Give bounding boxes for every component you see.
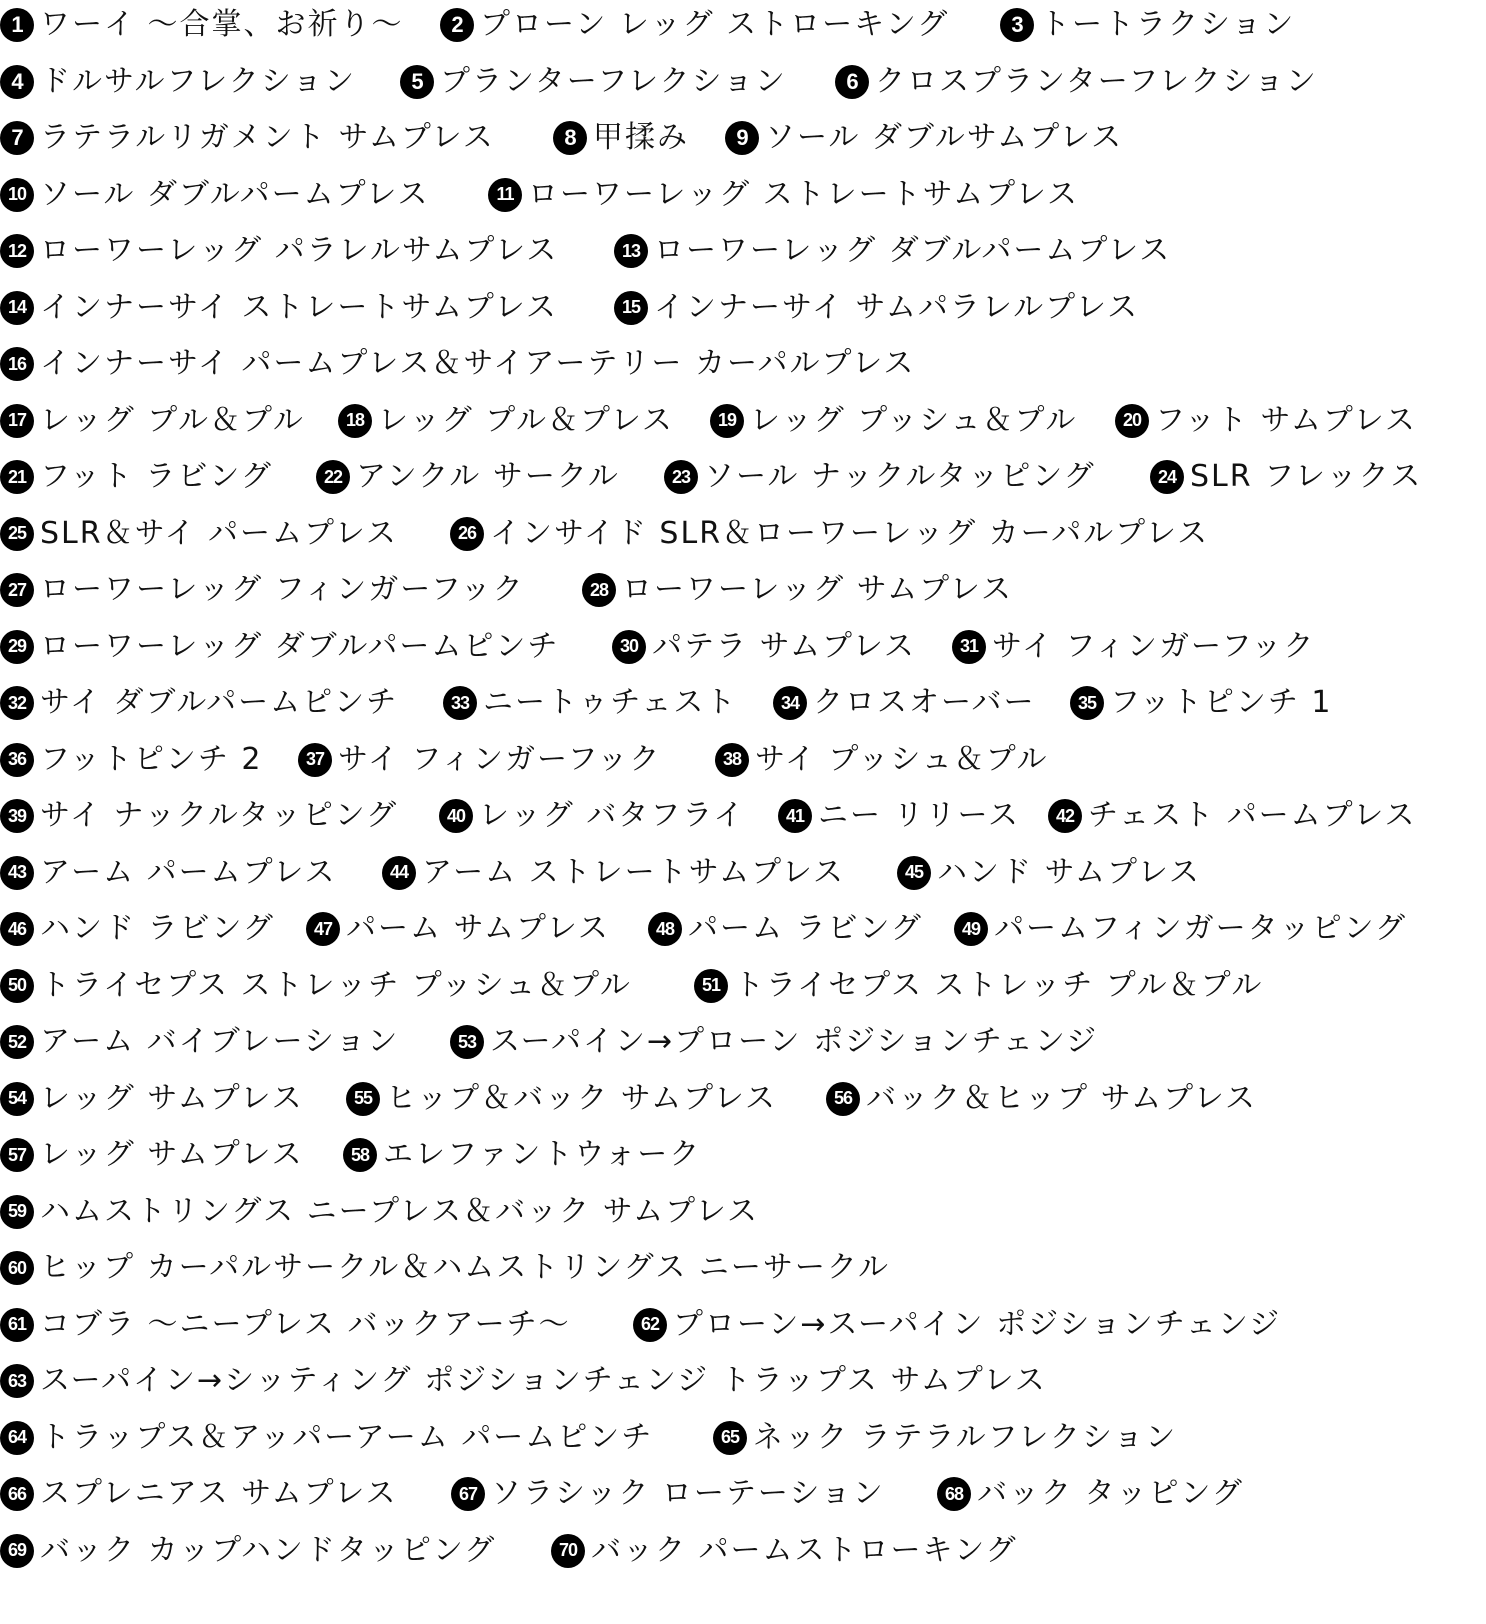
list-line bbox=[0, 1526, 1486, 1576]
item-label: トートラクション bbox=[1040, 7, 1296, 42]
item-number-badge: 7 bbox=[0, 121, 34, 155]
item-number-badge: 21 bbox=[0, 460, 34, 494]
item-number-badge: 47 bbox=[306, 912, 340, 946]
technique-item bbox=[612, 622, 916, 672]
item-label: バック パームストローキング bbox=[591, 1532, 1018, 1568]
technique-item bbox=[835, 57, 1318, 107]
technique-item bbox=[633, 1300, 1281, 1350]
item-label: バック カップハンドタッピング bbox=[40, 1532, 497, 1568]
technique-item bbox=[0, 339, 915, 389]
item-number-badge: 59 bbox=[0, 1195, 34, 1229]
item-label: アーム ストレートサムプレス bbox=[422, 854, 846, 890]
item-label: フットピンチ 1 bbox=[1110, 685, 1333, 720]
technique-item bbox=[1070, 678, 1333, 728]
item-number-badge: 13 bbox=[614, 234, 648, 268]
list-line bbox=[0, 791, 1486, 841]
item-label: レッグ プル＆プル bbox=[40, 402, 305, 438]
technique-item bbox=[0, 622, 559, 672]
item-number-badge: 52 bbox=[0, 1025, 34, 1059]
technique-item bbox=[0, 1017, 399, 1067]
item-label: エレファントウォーク bbox=[383, 1137, 702, 1172]
technique-item bbox=[0, 1356, 1047, 1406]
technique-item bbox=[451, 1469, 885, 1519]
technique-item bbox=[0, 1413, 653, 1463]
item-number-badge: 44 bbox=[382, 856, 416, 890]
technique-item bbox=[0, 1074, 304, 1124]
item-label: ソール ダブルパームプレス bbox=[40, 176, 430, 212]
technique-item bbox=[346, 1074, 777, 1124]
item-number-badge: 25 bbox=[0, 517, 34, 551]
item-number-badge: 26 bbox=[450, 517, 484, 551]
item-number-badge: 32 bbox=[0, 686, 34, 720]
item-label: レッグ プル＆プレス bbox=[378, 402, 674, 438]
item-number-badge: 8 bbox=[553, 121, 587, 155]
list-line bbox=[0, 678, 1486, 728]
technique-item bbox=[0, 1526, 496, 1576]
technique-item bbox=[450, 509, 1209, 559]
technique-item bbox=[614, 283, 1139, 333]
item-number-badge: 45 bbox=[897, 856, 931, 890]
item-label: ローワーレッグ ダブルパームプレス bbox=[654, 233, 1172, 268]
item-number-badge: 28 bbox=[582, 573, 616, 607]
item-label: アーム バイブレーション bbox=[40, 1024, 400, 1059]
technique-item bbox=[306, 904, 610, 954]
technique-item bbox=[715, 735, 1049, 785]
technique-item bbox=[0, 509, 398, 559]
technique-item bbox=[382, 848, 845, 898]
list-line bbox=[0, 283, 1486, 333]
item-number-badge: 37 bbox=[298, 743, 332, 777]
list-line bbox=[0, 565, 1486, 615]
item-number-badge: 17 bbox=[0, 404, 34, 438]
technique-item bbox=[648, 904, 923, 954]
list-line bbox=[0, 1130, 1486, 1180]
item-number-badge: 11 bbox=[488, 178, 522, 212]
item-number-badge: 12 bbox=[0, 234, 34, 268]
item-label: ラテラルリガメント サムプレス bbox=[40, 120, 495, 155]
item-number-badge: 15 bbox=[614, 291, 648, 325]
technique-item bbox=[664, 452, 1096, 502]
item-number-badge: 2 bbox=[440, 8, 474, 42]
item-label: 甲揉み bbox=[593, 120, 689, 155]
technique-item bbox=[937, 1469, 1244, 1519]
item-number-badge: 55 bbox=[346, 1082, 380, 1116]
list-line bbox=[0, 0, 1486, 50]
technique-item bbox=[338, 396, 674, 446]
list-line bbox=[0, 57, 1486, 107]
list-line bbox=[0, 848, 1486, 898]
technique-item bbox=[400, 57, 787, 107]
item-number-badge: 62 bbox=[633, 1308, 667, 1342]
item-number-badge: 19 bbox=[710, 404, 744, 438]
list-line bbox=[0, 904, 1486, 954]
item-number-badge: 53 bbox=[450, 1025, 484, 1059]
technique-item bbox=[0, 735, 263, 785]
item-number-badge: 18 bbox=[338, 404, 372, 438]
item-number-badge: 57 bbox=[0, 1138, 34, 1172]
item-label: プランターフレクション bbox=[440, 63, 787, 99]
item-number-badge: 68 bbox=[937, 1477, 971, 1511]
technique-item bbox=[316, 452, 620, 502]
item-label: サイ フィンガーフック bbox=[338, 741, 662, 777]
item-number-badge: 29 bbox=[0, 630, 34, 664]
item-label: パーム サムプレス bbox=[346, 911, 610, 946]
item-number-badge: 10 bbox=[0, 178, 34, 212]
item-label: パーム ラビング bbox=[688, 911, 923, 946]
list-line bbox=[0, 1017, 1486, 1067]
item-label: インナーサイ サムパラレルプレス bbox=[654, 289, 1140, 325]
item-number-badge: 30 bbox=[612, 630, 646, 664]
list-line bbox=[0, 1187, 1486, 1237]
item-label: インナーサイ ストレートサムプレス bbox=[40, 289, 558, 325]
list-line bbox=[0, 170, 1486, 220]
item-label: サイ フィンガーフック bbox=[992, 628, 1316, 664]
technique-item bbox=[773, 678, 1036, 728]
item-label: ローワーレッグ ストレートサムプレス bbox=[528, 176, 1080, 212]
item-label: バック＆ヒップ サムプレス bbox=[866, 1080, 1258, 1116]
item-number-badge: 1 bbox=[0, 8, 34, 42]
item-label: パテラ サムプレス bbox=[652, 628, 916, 664]
technique-item bbox=[0, 1243, 890, 1293]
item-number-badge: 9 bbox=[725, 121, 759, 155]
technique-item bbox=[0, 791, 398, 841]
item-number-badge: 56 bbox=[826, 1082, 860, 1116]
item-number-badge: 41 bbox=[778, 799, 812, 833]
item-label: レッグ プッシュ＆プル bbox=[750, 402, 1078, 438]
technique-item bbox=[0, 283, 558, 333]
item-number-badge: 5 bbox=[400, 65, 434, 99]
item-number-badge: 43 bbox=[0, 856, 34, 890]
item-number-badge: 69 bbox=[0, 1534, 34, 1568]
technique-item bbox=[0, 113, 495, 163]
item-number-badge: 33 bbox=[443, 686, 477, 720]
technique-item bbox=[553, 113, 689, 163]
technique-item bbox=[0, 57, 356, 107]
item-label: ドルサルフレクション bbox=[40, 63, 357, 99]
item-label: アンクル サークル bbox=[356, 459, 620, 494]
technique-item bbox=[0, 1187, 759, 1237]
item-label: スーパイン→プローン ポジションチェンジ bbox=[490, 1024, 1099, 1059]
technique-item bbox=[0, 904, 275, 954]
item-number-badge: 3 bbox=[1000, 8, 1034, 42]
list-line bbox=[0, 1074, 1486, 1124]
technique-item bbox=[954, 904, 1407, 954]
item-label: ワーイ 〜合掌、お祈り〜 bbox=[40, 7, 404, 42]
item-label: SLR フレックス bbox=[1190, 459, 1423, 494]
technique-item bbox=[0, 565, 525, 615]
list-line bbox=[0, 452, 1486, 502]
list-line bbox=[0, 1413, 1486, 1463]
item-label: ニー リリース bbox=[818, 798, 1021, 833]
item-number-badge: 14 bbox=[0, 291, 34, 325]
item-label: クロスプランターフレクション bbox=[875, 63, 1318, 99]
technique-item bbox=[0, 848, 337, 898]
technique-item bbox=[694, 961, 1263, 1011]
technique-item bbox=[488, 170, 1079, 220]
technique-item bbox=[826, 1074, 1257, 1124]
item-label: パームフィンガータッピング bbox=[994, 911, 1407, 946]
item-number-badge: 6 bbox=[835, 65, 869, 99]
technique-item bbox=[0, 0, 404, 50]
technique-item bbox=[582, 565, 1013, 615]
item-label: サイ ダブルパームピンチ bbox=[40, 685, 399, 720]
item-label: トライセプス ストレッチ プル＆プル bbox=[734, 967, 1264, 1003]
item-label: サイ ナックルタッピング bbox=[40, 798, 399, 833]
item-label: ソール ナックルタッピング bbox=[704, 459, 1096, 494]
technique-item bbox=[897, 848, 1201, 898]
item-label: レッグ サムプレス bbox=[40, 1137, 304, 1172]
item-label: ネック ラテラルフレクション bbox=[753, 1419, 1178, 1455]
technique-item bbox=[725, 113, 1123, 163]
item-label: SLR＆サイ パームプレス bbox=[40, 515, 398, 551]
item-number-badge: 54 bbox=[0, 1082, 34, 1116]
technique-item bbox=[440, 0, 949, 50]
item-number-badge: 64 bbox=[0, 1421, 34, 1455]
item-number-badge: 24 bbox=[1150, 460, 1184, 494]
technique-item bbox=[0, 452, 273, 502]
item-label: ローワーレッグ サムプレス bbox=[622, 572, 1014, 607]
item-number-badge: 58 bbox=[343, 1138, 377, 1172]
technique-item bbox=[0, 170, 430, 220]
item-number-badge: 60 bbox=[0, 1251, 34, 1285]
item-number-badge: 67 bbox=[451, 1477, 485, 1511]
item-label: ヒップ カーパルサークル＆ハムストリングス ニーサークル bbox=[40, 1250, 890, 1285]
item-number-badge: 22 bbox=[316, 460, 350, 494]
list-line bbox=[0, 1300, 1486, 1350]
technique-item bbox=[710, 396, 1077, 446]
item-label: トライセプス ストレッチ プッシュ＆プル bbox=[40, 967, 632, 1003]
item-label: ローワーレッグ ダブルパームピンチ bbox=[40, 628, 560, 664]
technique-item bbox=[298, 735, 661, 785]
list-line bbox=[0, 961, 1486, 1011]
item-label: ハンド ラビング bbox=[40, 911, 275, 946]
item-label: ローワーレッグ フィンガーフック bbox=[40, 572, 525, 607]
item-number-badge: 27 bbox=[0, 573, 34, 607]
technique-item bbox=[1115, 396, 1417, 446]
technique-item bbox=[551, 1526, 1018, 1576]
item-number-badge: 51 bbox=[694, 969, 728, 1003]
item-label: クロスオーバー bbox=[813, 685, 1036, 720]
item-number-badge: 66 bbox=[0, 1477, 34, 1511]
item-label: フットピンチ 2 bbox=[40, 741, 263, 777]
item-number-badge: 49 bbox=[954, 912, 988, 946]
item-label: ソール ダブルサムプレス bbox=[765, 120, 1124, 155]
item-label: フット サムプレス bbox=[1155, 402, 1417, 438]
item-label: スーパイン→シッティング ポジションチェンジ トラップス サムプレス bbox=[40, 1363, 1047, 1398]
technique-item bbox=[614, 226, 1171, 276]
item-label: ヒップ＆バック サムプレス bbox=[386, 1080, 778, 1116]
item-number-badge: 34 bbox=[773, 686, 807, 720]
item-label: プローン レッグ ストローキング bbox=[480, 7, 950, 42]
item-label: ローワーレッグ パラレルサムプレス bbox=[40, 233, 559, 268]
item-label: インサイド SLR＆ローワーレッグ カーパルプレス bbox=[490, 515, 1210, 551]
item-label: コブラ 〜ニープレス バックアーチ〜 bbox=[40, 1306, 571, 1342]
technique-item bbox=[450, 1017, 1098, 1067]
list-line bbox=[0, 1356, 1486, 1406]
item-number-badge: 16 bbox=[0, 347, 34, 381]
item-label: サイ プッシュ＆プル bbox=[755, 741, 1049, 777]
technique-item bbox=[1000, 0, 1295, 50]
item-number-badge: 46 bbox=[0, 912, 34, 946]
technique-item bbox=[1150, 452, 1422, 502]
item-label: アーム パームプレス bbox=[40, 854, 337, 890]
item-label: ニートゥチェスト bbox=[483, 685, 738, 720]
item-number-badge: 38 bbox=[715, 743, 749, 777]
list-line bbox=[0, 113, 1486, 163]
list-line bbox=[0, 509, 1486, 559]
list-line bbox=[0, 1243, 1486, 1293]
item-label: チェスト パームプレス bbox=[1088, 798, 1417, 833]
list-line bbox=[0, 339, 1486, 389]
technique-item bbox=[0, 1300, 571, 1350]
list-line bbox=[0, 622, 1486, 672]
technique-item bbox=[0, 226, 558, 276]
item-label: トラップス＆アッパーアーム パームピンチ bbox=[40, 1419, 654, 1455]
item-number-badge: 35 bbox=[1070, 686, 1104, 720]
item-number-badge: 31 bbox=[952, 630, 986, 664]
item-number-badge: 61 bbox=[0, 1308, 34, 1342]
item-label: インナーサイ パームプレス＆サイアーテリー カーパルプレス bbox=[40, 346, 916, 381]
list-line bbox=[0, 226, 1486, 276]
technique-item bbox=[0, 1469, 398, 1519]
list-line bbox=[0, 396, 1486, 446]
item-label: バック タッピング bbox=[977, 1476, 1244, 1511]
list-line bbox=[0, 735, 1486, 785]
item-number-badge: 40 bbox=[439, 799, 473, 833]
technique-item bbox=[439, 791, 745, 841]
technique-item bbox=[0, 1130, 304, 1180]
item-number-badge: 23 bbox=[664, 460, 698, 494]
item-number-badge: 48 bbox=[648, 912, 682, 946]
item-number-badge: 65 bbox=[713, 1421, 747, 1455]
item-label: ハムストリングス ニープレス＆バック サムプレス bbox=[40, 1193, 759, 1229]
item-label: ソラシック ローテーション bbox=[491, 1476, 885, 1511]
item-label: スプレニアス サムプレス bbox=[40, 1476, 398, 1511]
technique-item bbox=[952, 622, 1315, 672]
item-number-badge: 20 bbox=[1115, 404, 1149, 438]
technique-item bbox=[0, 678, 398, 728]
item-label: レッグ サムプレス bbox=[40, 1080, 304, 1116]
item-number-badge: 39 bbox=[0, 799, 34, 833]
list-line bbox=[0, 1469, 1486, 1519]
item-label: フット ラビング bbox=[40, 459, 273, 494]
technique-item bbox=[0, 961, 632, 1011]
technique-item bbox=[713, 1413, 1177, 1463]
item-number-badge: 63 bbox=[0, 1364, 34, 1398]
item-label: ハンド サムプレス bbox=[937, 854, 1201, 890]
item-number-badge: 42 bbox=[1048, 799, 1082, 833]
technique-item bbox=[778, 791, 1020, 841]
technique-item bbox=[343, 1130, 701, 1180]
technique-item bbox=[0, 396, 305, 446]
technique-item bbox=[1048, 791, 1417, 841]
item-number-badge: 70 bbox=[551, 1534, 585, 1568]
item-label: プローン→スーパイン ポジションチェンジ bbox=[673, 1306, 1282, 1342]
item-number-badge: 4 bbox=[0, 65, 34, 99]
item-number-badge: 36 bbox=[0, 743, 34, 777]
item-number-badge: 50 bbox=[0, 969, 34, 1003]
technique-item bbox=[443, 678, 737, 728]
item-label: レッグ バタフライ bbox=[479, 798, 746, 833]
